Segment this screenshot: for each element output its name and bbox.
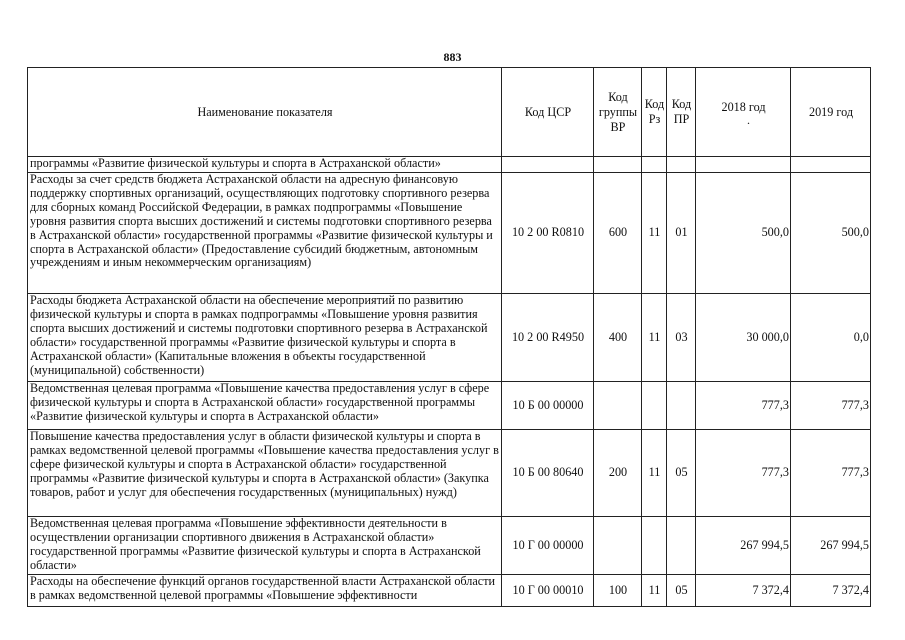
row-csr: 10 Б 00 00000	[502, 382, 594, 430]
row-vr	[594, 382, 642, 430]
row-2019: 777,3	[791, 382, 871, 430]
row-2019: 7 372,4	[791, 575, 871, 607]
row-vr: 600	[594, 173, 642, 294]
row-csr: 10 Г 00 00000	[502, 517, 594, 575]
budget-table	[27, 67, 871, 607]
table-row	[28, 157, 871, 173]
row-pr	[667, 517, 696, 575]
scan-dot-mark: .	[747, 112, 750, 127]
row-vr	[594, 517, 642, 575]
row-2018: 500,0	[696, 173, 791, 294]
row-2019	[791, 157, 871, 173]
row-2019: 777,3	[791, 430, 871, 517]
row-name: Расходы бюджета Астраханской области на обеспечение мероприятий по развитию физической культуры и спорта в рамках подпрограммы «Повышение уровня развития спорта высших достижений и системы подготовки спортивного резерва в Астраханской области» государственной программы «Развитие физической культуры и спорта в Астраханской области» (Капитальные вложения в объекты государственной (муниципальной) собственности)	[28, 294, 502, 382]
row-pr: 05	[667, 430, 696, 517]
row-csr: 10 Б 00 80640	[502, 430, 594, 517]
row-name: Ведомственная целевая программа «Повышение эффективности деятельности в осуществлении организации спортивного движения в Астраханской области» государственной программы «Развитие физической культуры и спорта в Астраханской области»	[28, 517, 502, 575]
row-vr: 100	[594, 575, 642, 607]
row-name: Повышение качества предоставления услуг в области физической культуры и спорта в рамках ведомственной целевой программы «Повышение качества предоставления услуг в сфере физической культуры и спорта в Астраханской области» государственной программы «Развитие физической культуры и спорта в Астраханской области» (Закупка товаров, работ и услуг для обеспечения государственных (муниципальных) нужд)	[28, 430, 502, 517]
row-name: программы «Развитие физической культуры и спорта в Астраханской области»	[28, 157, 502, 173]
row-2019: 500,0	[791, 173, 871, 294]
row-2018: 7 372,4	[696, 575, 791, 607]
row-pr: 01	[667, 173, 696, 294]
row-vr: 400	[594, 294, 642, 382]
table-row	[28, 382, 871, 430]
row-pr	[667, 382, 696, 430]
table-row	[28, 517, 871, 575]
row-name: Расходы на обеспечение функций органов государственной власти Астраханской области в рамках ведомственной целевой программы «Повышение эффективности	[28, 575, 502, 607]
row-pr	[667, 157, 696, 173]
row-vr: 200	[594, 430, 642, 517]
row-vr	[594, 157, 642, 173]
row-pr: 03	[667, 294, 696, 382]
header-row	[28, 68, 871, 157]
row-csr	[502, 157, 594, 173]
row-csr: 10 2 00 R4950	[502, 294, 594, 382]
row-2018	[696, 157, 791, 173]
header-vr: Код группы ВР	[594, 68, 642, 157]
row-csr: 10 2 00 R0810	[502, 173, 594, 294]
page-number: 883	[443, 50, 462, 64]
header-2019: 2019 год	[791, 68, 871, 157]
header-2018-label: 2018 год	[721, 99, 766, 114]
row-rz	[642, 517, 667, 575]
row-2018: 777,3	[696, 382, 791, 430]
row-rz: 11	[642, 430, 667, 517]
header-pr: Код ПР	[667, 68, 696, 157]
row-pr: 05	[667, 575, 696, 607]
table-row	[28, 430, 871, 517]
row-csr: 10 Г 00 00010	[502, 575, 594, 607]
row-2018: 267 994,5	[696, 517, 791, 575]
header-rz: Код Рз	[642, 68, 667, 157]
row-2019: 267 994,5	[791, 517, 871, 575]
row-2019: 0,0	[791, 294, 871, 382]
row-2018: 777,3	[696, 430, 791, 517]
row-rz	[642, 382, 667, 430]
row-rz: 11	[642, 575, 667, 607]
header-csr: Код ЦСР	[502, 68, 594, 157]
table-row	[28, 173, 871, 294]
table-row	[28, 294, 871, 382]
row-rz: 11	[642, 173, 667, 294]
row-2018: 30 000,0	[696, 294, 791, 382]
table-row	[28, 575, 871, 607]
row-rz: 11	[642, 294, 667, 382]
row-name: Расходы за счет средств бюджета Астраханской области на адресную финансовую поддержку спортивных организаций, осуществляющих подготовку спортивного резерва для сборных команд Российской Федерации, в рамках подпрограммы «Повышение уровня развития спорта высших достижений и системы подготовки спортивного резерва в Астраханской области» государственной программы «Развитие физической культуры и спорта в Астраханской области» (Предоставление субсидий бюджетным, автономным учреждениям и иным некоммерческим организациям)	[28, 173, 502, 294]
row-name: Ведомственная целевая программа «Повышение качества предоставления услуг в сфере физической культуры и спорта в Астраханской области» государственной программы «Развитие физической культуры и спорта в Астраханской области»	[28, 382, 502, 430]
header-2018	[696, 68, 791, 157]
row-rz	[642, 157, 667, 173]
header-name: Наименование показателя	[28, 68, 502, 157]
